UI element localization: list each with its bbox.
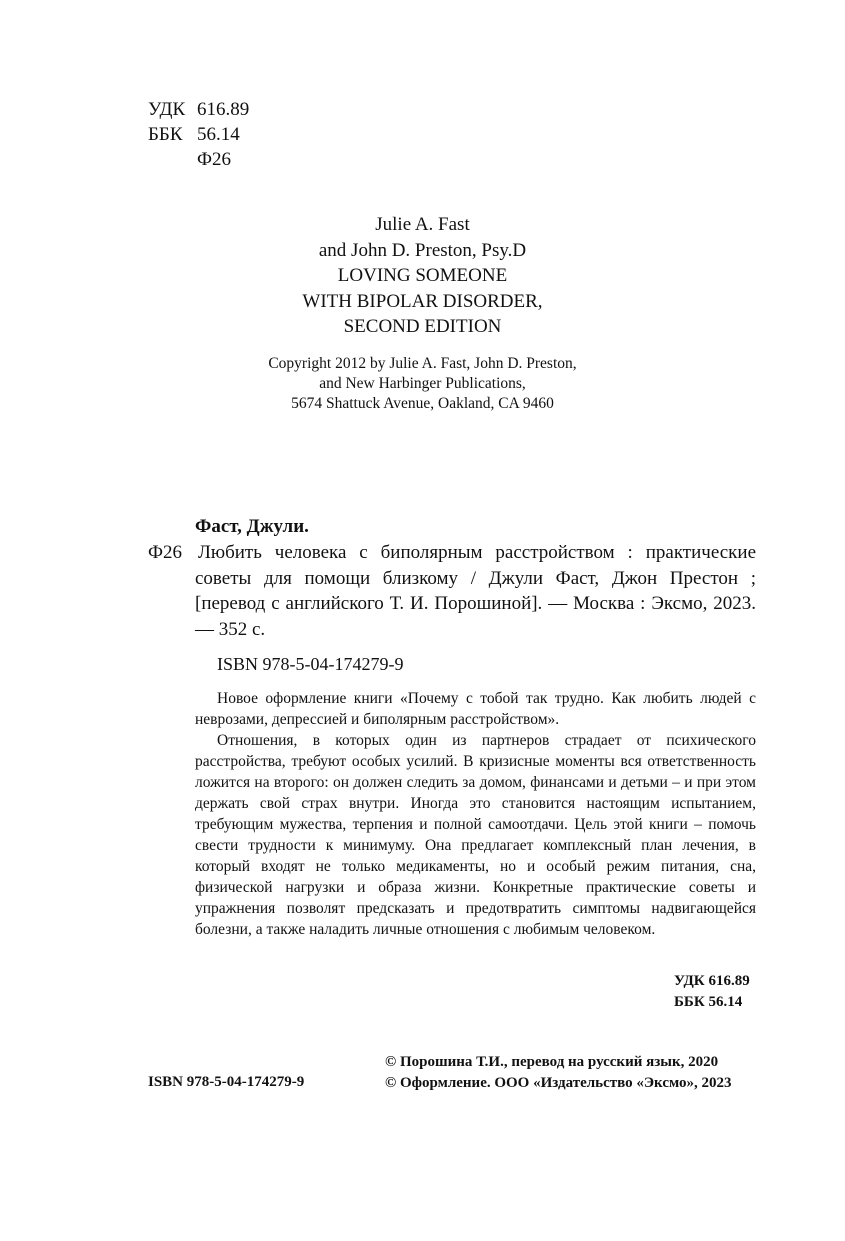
original-edition-block — [0, 212, 845, 340]
annotation — [195, 688, 756, 940]
original-title-line-3: SECOND EDITION — [343, 316, 502, 337]
original-author-2: and John D. Preston, Psy.D — [318, 239, 527, 261]
bbk-label: ББК — [148, 124, 183, 145]
copyright-line-1: Copyright 2012 by Julie A. Fast, John D. Preston, — [268, 355, 577, 372]
author-sign: Ф26 — [197, 149, 232, 170]
catalog-description: Любить человека с биполярным расстройством : практические советы для помощи близкому / Джули Фаст, Джон Престон ; [перевод с английского Т. И. Порошиной]. — Москва : Эксмо, 2023. — 352 с. — [195, 542, 756, 640]
footer-bbk: ББК 56.14 — [674, 994, 743, 1010]
original-title-line-2: WITH BIPOLAR DISORDER, — [302, 290, 543, 312]
catalog-isbn: ISBN 978-5-04-174279-9 — [217, 654, 404, 674]
catalog-author: Фаст, Джули. — [195, 516, 309, 537]
udk-row — [148, 97, 249, 122]
original-author-1: Julie A. Fast — [375, 214, 470, 235]
footer-codes — [674, 971, 750, 1013]
catalog-code: Ф26 — [148, 542, 183, 563]
copyright-line-3: 5674 Shattuck Avenue, Oakland, CA 9460 — [291, 395, 554, 412]
classification-codes — [148, 97, 249, 172]
author-sign-row — [148, 147, 249, 172]
bbk-row — [148, 122, 249, 147]
original-title-line-1: LOVING SOMEONE — [337, 265, 508, 286]
original-copyright-block — [0, 354, 845, 414]
copyright-translation: © Порошина Т.И., перевод на русский язык, 2020 — [385, 1054, 719, 1070]
copyright-line-2: and New Harbinger Publications, — [319, 375, 526, 392]
bbk-value: 56.14 — [197, 124, 240, 145]
annotation-paragraph-1: Новое оформление книги «Почему с тобой так трудно. Как любить людей с неврозами, депрессией и биполярным расстройством». — [195, 690, 756, 728]
footer-udk: УДК 616.89 — [674, 973, 750, 989]
udk-label: УДК — [148, 99, 186, 120]
udk-value: 616.89 — [197, 99, 250, 120]
footer-isbn: ISBN 978-5-04-174279-9 — [148, 1074, 305, 1090]
copyright-design: © Оформление. ООО «Издательство «Эксмо», 2023 — [385, 1075, 732, 1091]
annotation-paragraph-2: Отношения, в которых один из партнеров страдает от психического расстройства, требуют особых усилий. В кризисные моменты вся ответственность ложится на второго: он должен следить за домом, финансами и детьми – и при этом держать свой страх внутри. Иногда это становится настоящим испытанием, требующим мужества, терпения и полной самоотдачи. Цель этой книги – помочь свести трудности к минимуму. Она предлагает комплексный план лечения, в который входят не только медикаменты, но и особый режим питания, сна, физической нагрузки и образа жизни. Конкретные практические советы и упражнения позволят предсказать и предотвратить симптомы надвигающейся болезни, а также наладить личные отношения с любимым человеком. — [195, 732, 756, 938]
footer-copyrights — [385, 1052, 732, 1094]
